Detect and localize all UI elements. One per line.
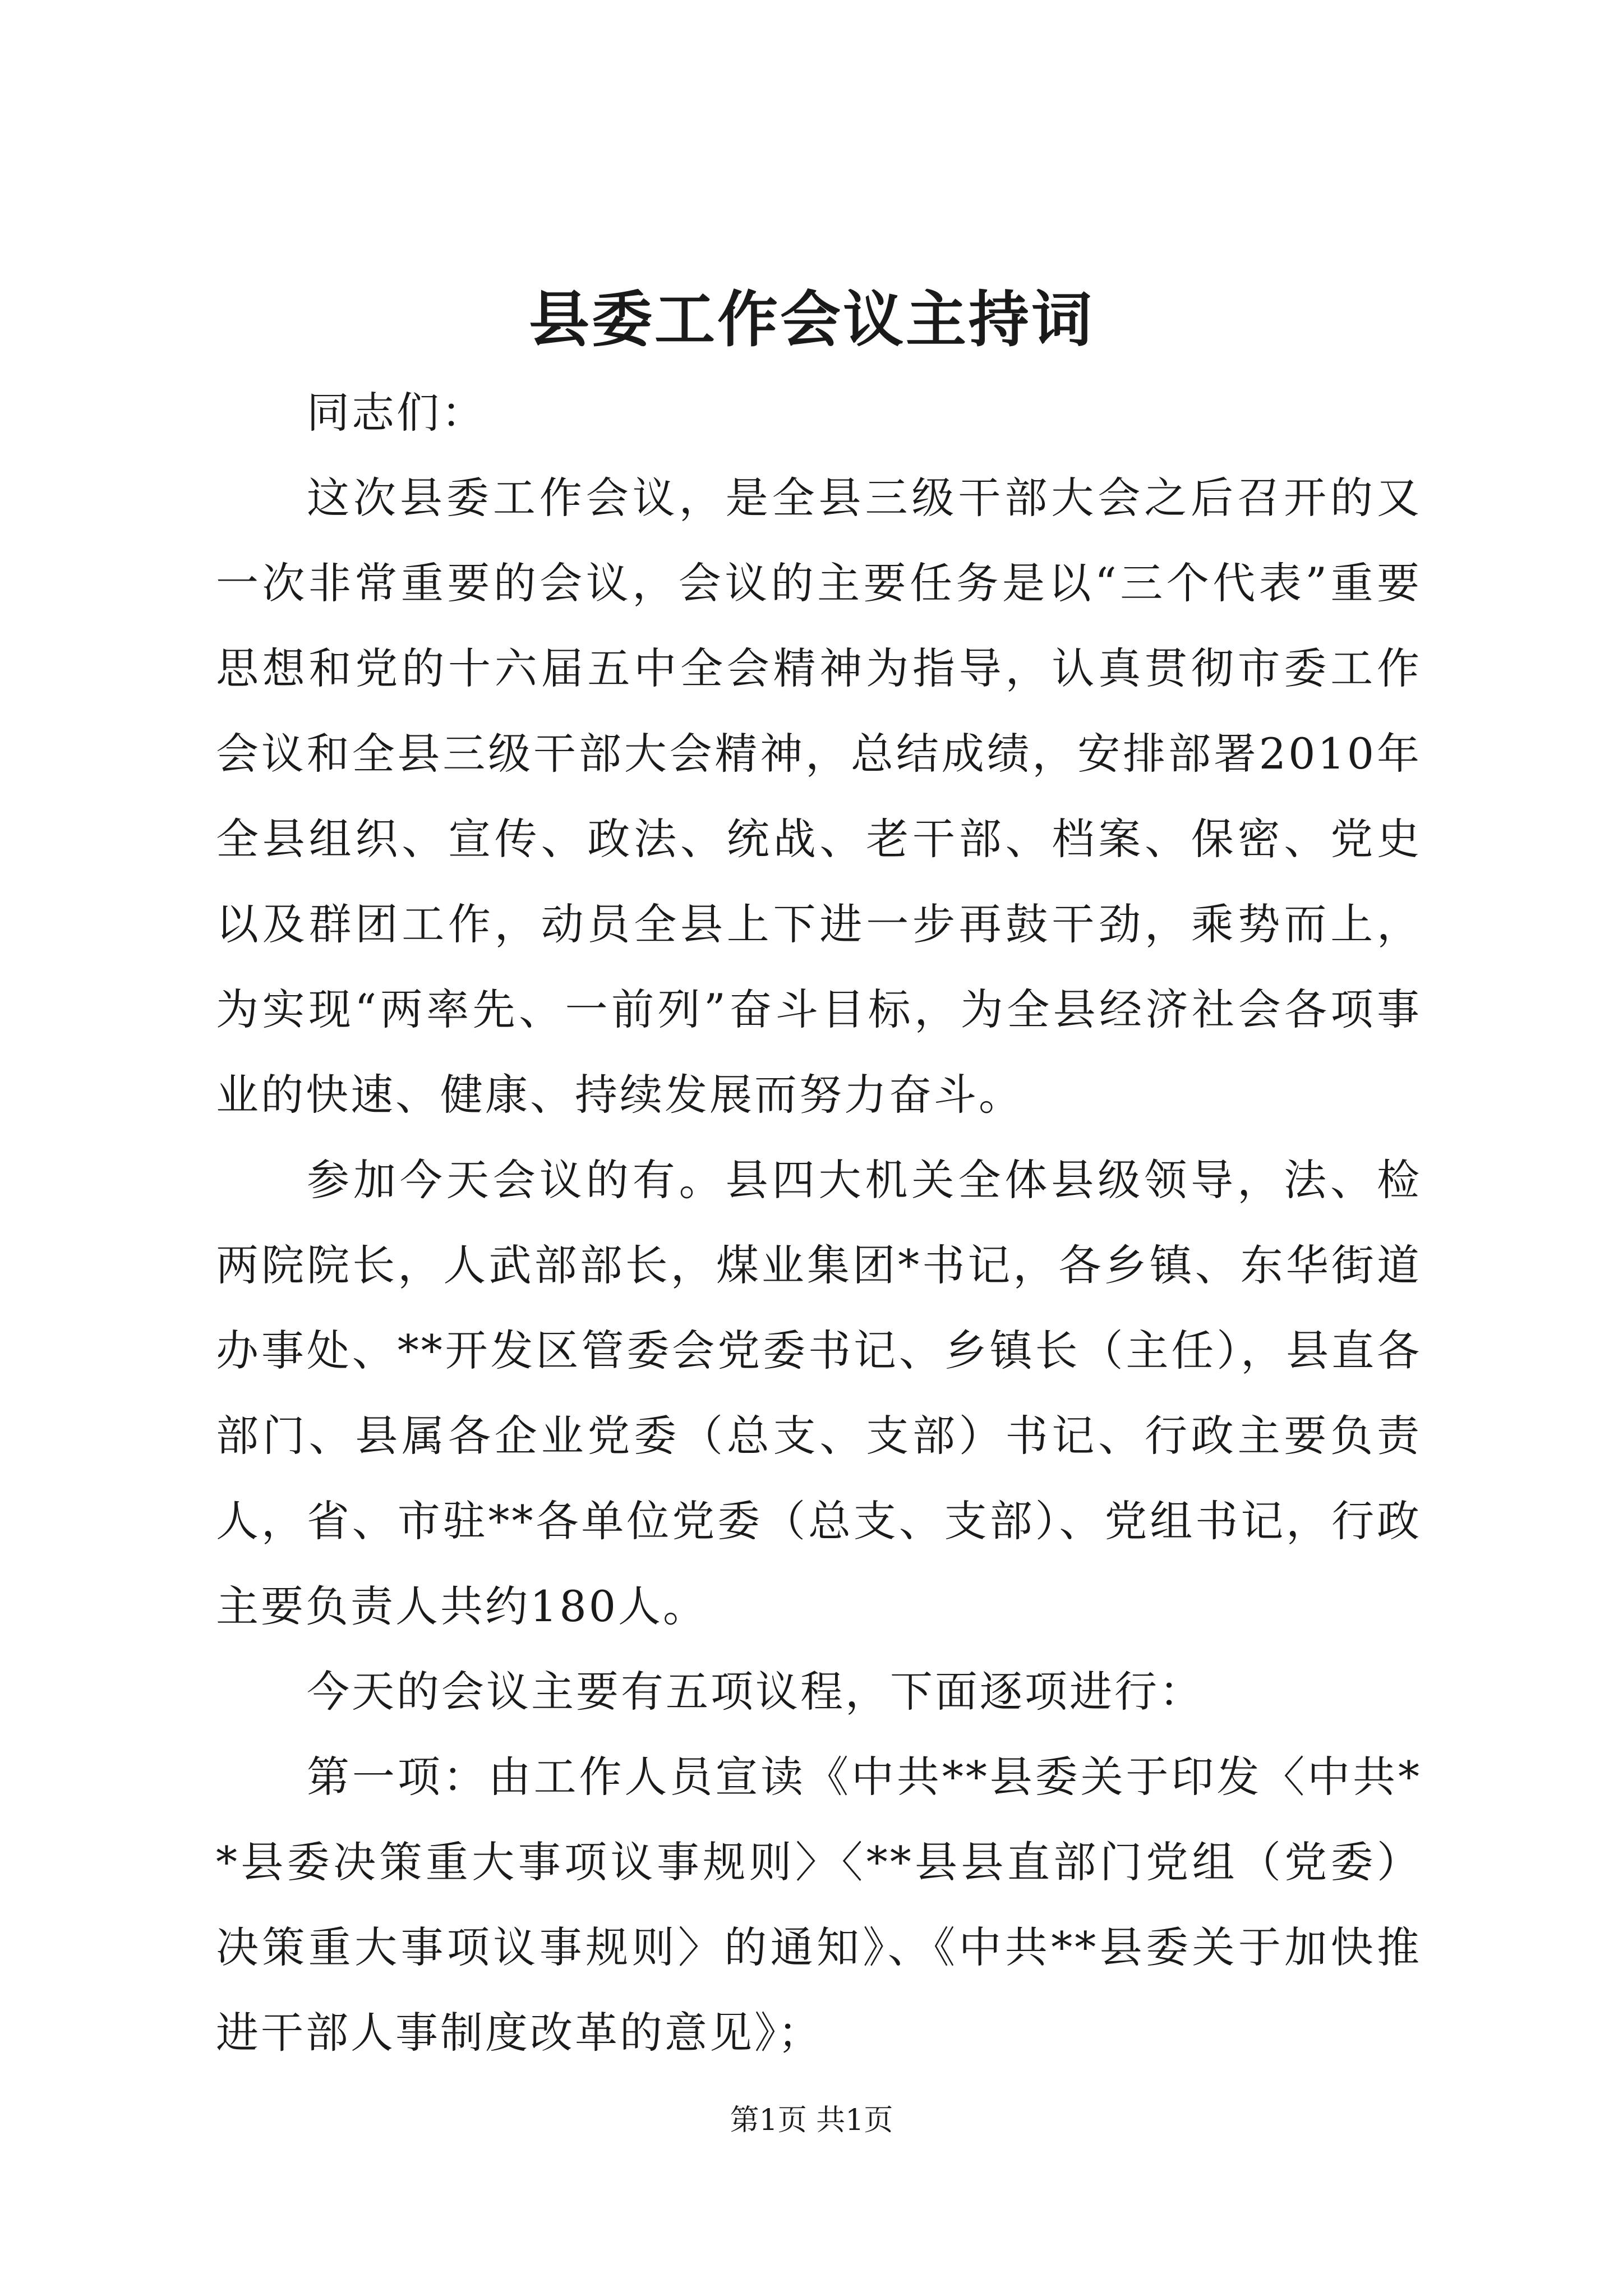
paragraph-attendees: 参加今天会议的有。县四大机关全体县级领导，法、检两院院长，人武部部长，煤业集团*书记，各乡镇、东华街道办事处、**开发区管委会党委书记、乡镇长（主任），县直各部门、县属各企业党委（总支、支部）书记、行政主要负责人，省、市驻**各单位党委（总支、支部）、党组书记，行政主要负责人共约180人。: [216, 1155, 1422, 1631]
page-footer: [0, 2098, 1623, 2143]
page-number-label: 第1页 共1页: [730, 2104, 893, 2137]
paragraph-agenda-intro: 今天的会议主要有五项议程，下面逐项进行：: [307, 1667, 1204, 1717]
paragraph-agenda-item-1: 第一项：由工作人员宣读《中共**县委关于印发〈中共**县委决策重大事项议事规则〉〈**县县直部门党组（党委）决策重大事项议事规则〉的通知》、《中共**县委关于加快推进干部人事制度改革的意见》；: [216, 1752, 1422, 2058]
paragraph-greeting: 同志们：: [307, 388, 486, 438]
document-body: [216, 370, 1422, 2076]
document-title: 县委工作会议主持词: [528, 284, 1094, 355]
paragraph-meeting-purpose: 这次县委工作会议，是全县三级干部大会之后召开的又一次非常重要的会议，会议的主要任务是以“三个代表”重要思想和党的十六届五中全会精神为指导，认真贯彻市委工作会议和全县三级干部大会精神，总结成绩，安排部署2010年全县组织、宣传、政法、统战、老干部、档案、保密、党史以及群团工作，动员全县上下进一步再鼓干劲，乘势而上，为实现“两率先、一前列”奋斗目标，为全县经济社会各项事业的快速、健康、持续发展而努力奋斗。: [216, 473, 1422, 1120]
